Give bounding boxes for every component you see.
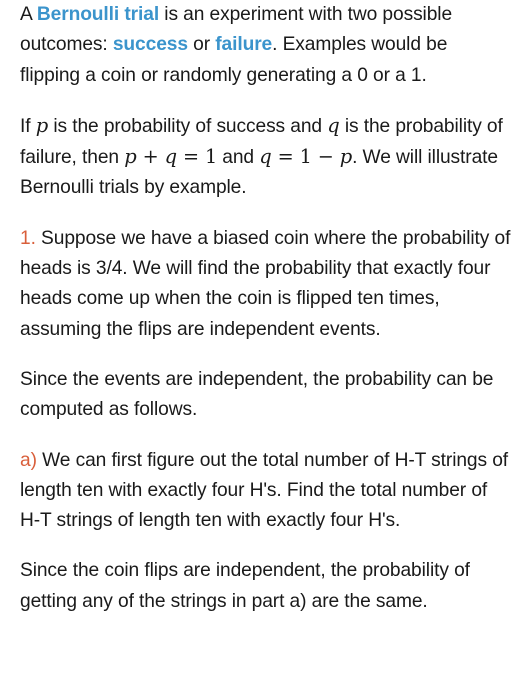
intro-prefix: A [20, 4, 37, 25]
definition-text: . We will illustrate Bernoulli trials by example. [20, 147, 498, 199]
intro-or: or [187, 34, 216, 56]
part-a-text: We can first figure out the total number of H-T strings of length ten with exactly four H's. Find the total number of H-T strings of length ten with exactly four H's. [20, 449, 509, 532]
intro-text: is an experiment with two possible outcomes: [20, 4, 453, 56]
part-a-paragraph [20, 446, 512, 537]
closing-paragraph [20, 556, 512, 617]
definition-text: is the probability of success and [48, 115, 328, 137]
problem-1-paragraph [20, 224, 512, 345]
definition-text: is the probability of failure, then [20, 115, 503, 169]
definition-text: If [20, 115, 36, 137]
math-eq1-q: q [164, 145, 177, 169]
term-bernoulli-trial: Bernoulli trial [36, 4, 160, 25]
problem-number: 1. [20, 227, 36, 249]
math-p: p [35, 113, 49, 137]
term-success: success [112, 34, 188, 56]
math-eq2-equals: = 1 − [271, 145, 340, 169]
intro-paragraph [20, 0, 512, 91]
independence-text: Since the events are independent, the probability can be computed as follows. [20, 368, 494, 421]
math-eq2-q: q [259, 145, 272, 169]
independence-paragraph [20, 365, 512, 426]
math-eq1-p: p [124, 145, 137, 169]
math-q: q [327, 113, 340, 137]
term-failure: failure [215, 34, 273, 56]
definition-paragraph [20, 111, 512, 204]
problem-text: Suppose we have a biased coin where the probability of heads is 3/4. We will find the probability that exactly four heads come up when the coin is flipped ten times, assuming the flips are independent events. [20, 227, 511, 340]
math-eq2-p: p [339, 145, 353, 169]
part-a-label: a) [20, 449, 37, 471]
closing-text: Since the coin flips are independent, the probability of getting any of the strings in part a) are the same. [20, 560, 470, 612]
math-eq1-equals: = 1 [176, 145, 218, 169]
math-plus: + [136, 145, 165, 169]
intro-suffix: . Examples would be flipping a coin or randomly generating a 0 or a 1. [20, 34, 448, 86]
article-body [20, 0, 512, 617]
definition-text: and [217, 147, 260, 169]
